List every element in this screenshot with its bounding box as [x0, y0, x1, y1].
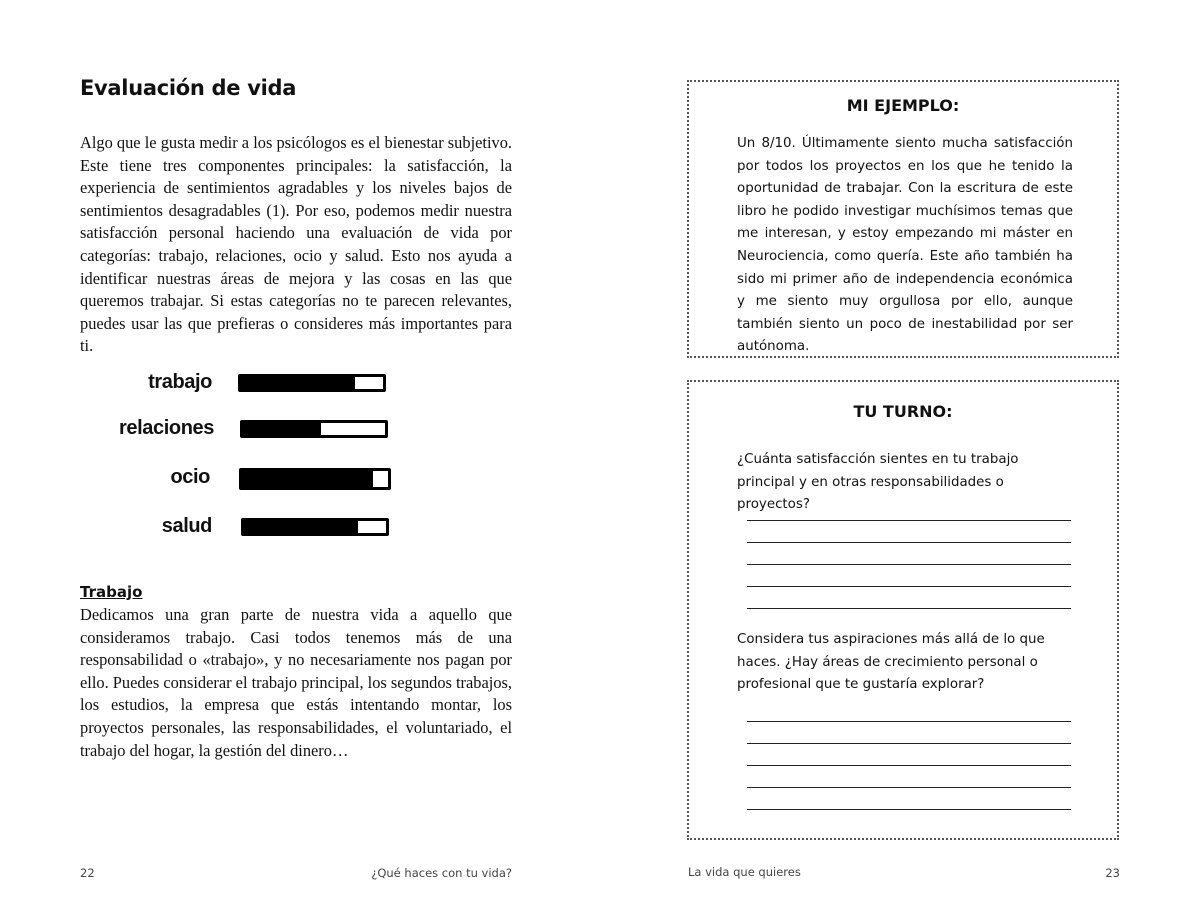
example-title: MI EJEMPLO:: [846, 96, 960, 115]
your-turn-title: TU TURNO:: [853, 402, 953, 421]
answer-line[interactable]: [747, 743, 1071, 744]
your-turn-box: [687, 380, 1119, 840]
bar-track: [238, 374, 386, 392]
section-paragraph: Dedicamos una gran parte de nuestra vida a aquello que consideramos trabajo. Casi todos tenemos más de una responsabilidad o «trabajo», y no necesariamente nos pagan por ello. Puedes considerar el trabajo principal, los segundos trabajos, los estudios, la empresa que estás intentando montar, los proyectos personales, las responsabilidades, el voluntariado, el trabajo del hogar, la gestión del dinero…: [80, 605, 512, 760]
bar-label: salud: [161, 515, 212, 537]
answer-line[interactable]: [747, 542, 1071, 543]
question-2: Considera tus aspiraciones más allá de lo que haces. ¿Hay áreas de crecimiento personal o profesional que te gustaría explorar?: [737, 632, 1045, 693]
example-text: Un 8/10. Últimamente siento mucha satisfacción por todos los proyectos en los que he tenido la oportunidad de trabajar. Con la escritura de este libro he podido investigar muchísimos temas que me interesan, y estoy empezando mi máster en Neurociencia, como quería. Este año también ha sido mi primer año de independencia económica y me siento muy orgullosa por ello, aunque también siento un poco de inestabilidad por ser autónoma.: [737, 136, 1073, 355]
bar-label: ocio: [170, 466, 210, 488]
answer-line[interactable]: [747, 809, 1071, 810]
answer-line[interactable]: [747, 586, 1071, 587]
answer-line[interactable]: [747, 520, 1071, 521]
answer-line[interactable]: [747, 564, 1071, 565]
bar-row-salud: [80, 512, 510, 542]
example-box: [687, 80, 1119, 358]
running-title-left: ¿Qué haces con tu vida?: [371, 866, 512, 880]
bar-fill: [241, 377, 355, 389]
bar-track: [239, 468, 391, 490]
bar-fill: [244, 521, 358, 533]
bar-row-trabajo: [80, 368, 510, 398]
answer-line[interactable]: [747, 608, 1071, 609]
running-title-right: La vida que quieres: [688, 865, 801, 879]
bar-row-ocio: [80, 463, 510, 493]
bar-label: trabajo: [148, 371, 212, 393]
answer-line[interactable]: [747, 787, 1071, 788]
life-evaluation-bars: [80, 360, 510, 560]
answer-line[interactable]: [747, 765, 1071, 766]
bar-label: relaciones: [119, 417, 214, 439]
bar-row-relaciones: [80, 414, 510, 444]
page-number-right: 23: [1105, 866, 1120, 880]
right-page: [600, 0, 1200, 920]
bar-track: [240, 420, 388, 438]
section-heading: Trabajo: [80, 583, 143, 601]
bar-fill: [242, 471, 373, 487]
bar-fill: [243, 423, 321, 435]
question-1: ¿Cuánta satisfacción sientes en tu trabajo principal y en otras responsabilidades o proyectos?: [737, 452, 1019, 513]
answer-line[interactable]: [747, 721, 1071, 722]
page-title: Evaluación de vida: [80, 76, 297, 100]
intro-paragraph: Algo que le gusta medir a los psicólogos es el bienestar subjetivo. Este tiene tres componentes principales: la satisfacción, la experiencia de sentimientos agradables y los niveles bajos de sentimientos desagradables (1). Por eso, podemos medir nuestra satisfacción personal haciendo una evaluación de vida por categorías: trabajo, relaciones, ocio y salud. Esto nos ayuda a identificar nuestras áreas de mejora y las cosas en las que queremos trabajar. Si estas categorías no te parecen relevantes, puedes usar las que prefieras o consideres más importantes para ti.: [80, 133, 512, 356]
bar-track: [241, 518, 389, 536]
page-number-left: 22: [80, 866, 95, 880]
